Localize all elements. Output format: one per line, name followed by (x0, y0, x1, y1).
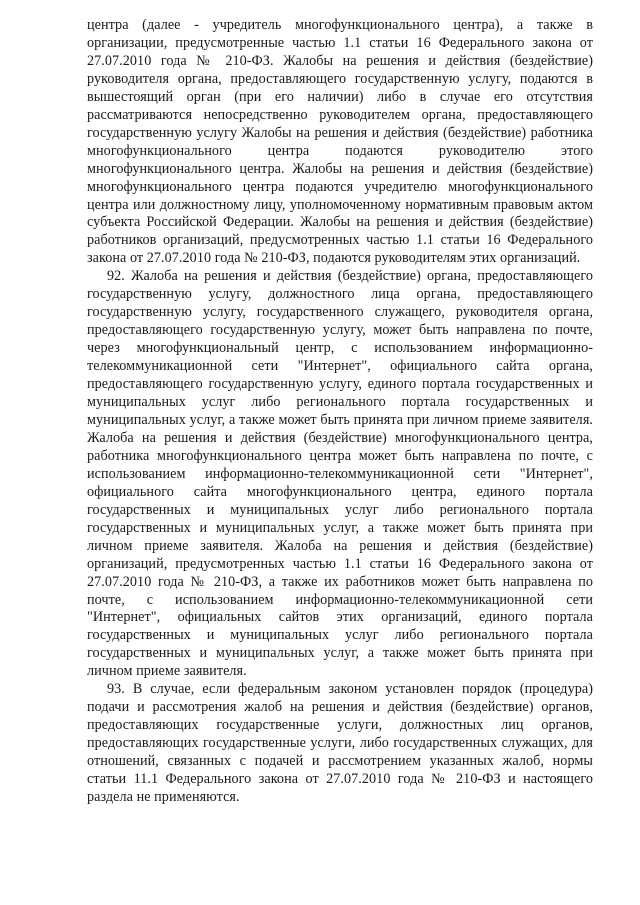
paragraph-text: центра (далее - учредитель многофункционального центра), а также в организации, предусмотренные частью 1.1 статьи 16 Федерального закона от 27.07.2010 года № 210-ФЗ. Жалобы на решения и действия (бездействие) руководителя органа, предоставляющего государственную услугу, подаются в вышестоящий орган (при его наличии) либо в случае его отсутствия рассматриваются непосредственно руководителем органа, предоставляющего государственную услугу Жалобы на решения и действия (бездействие) работника многофункционального центра подаются руководителю этого многофункционального центра. Жалобы на решения и действия (бездействие) многофункционального центра подаются учредителю многофункционального центра или должностному лицу, уполномоченному нормативным правовым актом субъекта Российской Федерации. Жалобы на решения и действия (бездействие) работников организаций, предусмотренных частью 1.1 статьи 16 Федерального закона от 27.07.2010 года № 210-ФЗ, подаются руководителям этих организаций. (87, 17, 593, 267)
paragraph-continuation (87, 17, 593, 268)
paragraph-text: Жалоба на решения и действия (бездействие) органа, предоставляющего государственную услугу, должностного лица органа, предоставляющего государственную услугу, государственного служащего, руководителя органа, предоставляющего государственную услугу, может быть направлена по почте, через многофункциональный центр, с использованием информационно-телекоммуникационной сети "Интернет", официального сайта органа, предоставляющего государственную услугу, единого портала государственных и муниципальных услуг либо регионального портала государственных и муниципальных услуг, а также может быть принята при личном приеме заявителя. Жалоба на решения и действия (бездействие) многофункционального центра, работника многофункционального центра может быть направлена по почте, с использованием информационно-телекоммуникационной сети "Интернет", официального сайта многофункционального центра, единого портала государственных и муниципальных услуг либо регионального портала государственных и муниципальных услуг, а также может быть принята при личном приеме заявителя. Жалоба на решения и действия (бездействие) организаций, предусмотренных частью 1.1 статьи 16 Федерального закона от 27.07.2010 года № 210-ФЗ, а также их работников может быть направлена по почте, с использованием информационно-телекоммуникационной сети "Интернет", официальных сайтов этих организаций, единого портала государственных и муниципальных услуг либо регионального портала государственных и муниципальных услуг, а также может быть принята при личном приеме заявителя. (87, 268, 593, 680)
paragraph-number: 93. (107, 681, 125, 698)
paragraph-text: В случае, если федеральным законом установлен порядок (процедура) подачи и рассмотрения жалоб на решения и действия (бездействие) органов, предоставляющих государственные услуги, должностных лиц органов, предоставляющих государственные услуги, либо государственных служащих, для отношений, связанных с подачей и рассмотрением указанных жалоб, нормы статьи 11.1 Федерального закона от 27.07.2010 года № 210-ФЗ и настоящего раздела не применяются. (87, 681, 593, 805)
paragraph-92 (87, 268, 593, 681)
paragraph-93 (87, 681, 593, 807)
document-body (87, 17, 593, 807)
paragraph-number: 92. (107, 268, 125, 285)
